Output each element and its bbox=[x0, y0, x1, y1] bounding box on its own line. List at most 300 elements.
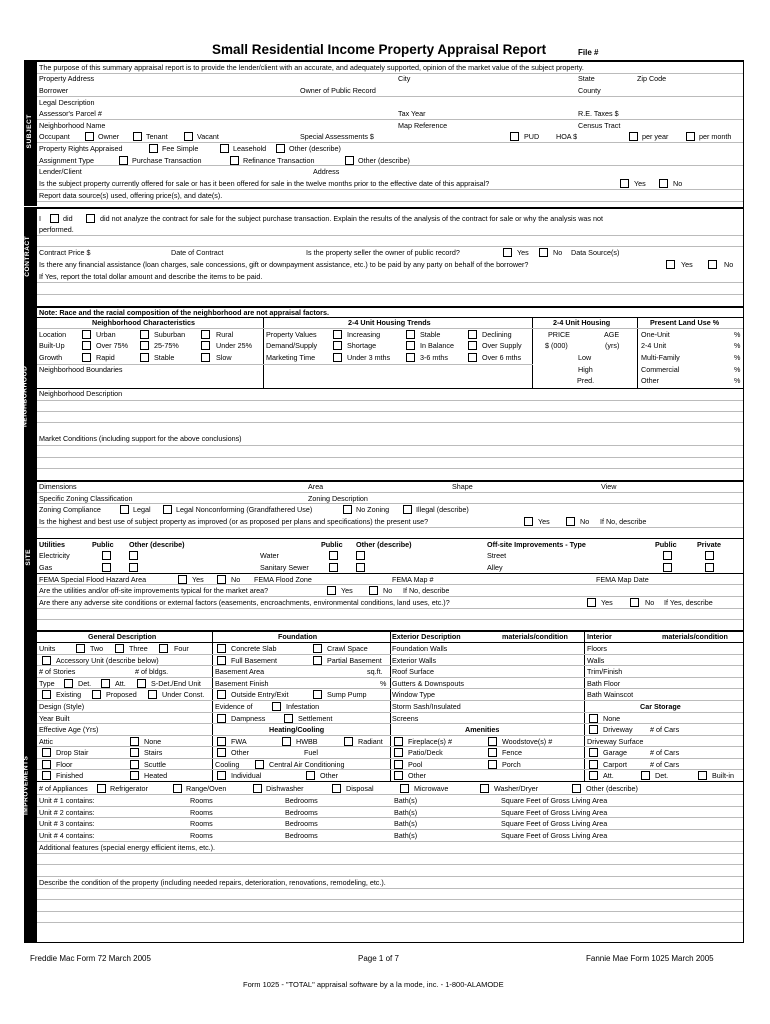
units-two-label: Two bbox=[90, 644, 104, 653]
census-tract-field[interactable]: Census Tract bbox=[578, 121, 621, 130]
type-sdet-checkbox[interactable] bbox=[137, 679, 146, 688]
hwbb-label: HWBB bbox=[296, 737, 318, 746]
fireplace-checkbox[interactable] bbox=[394, 737, 403, 746]
rule bbox=[37, 527, 743, 528]
gas-label: Gas bbox=[39, 563, 53, 572]
rule bbox=[37, 876, 743, 877]
floors-field[interactable]: Floors bbox=[587, 644, 607, 653]
fwa-checkbox[interactable] bbox=[217, 737, 226, 746]
neighborhood-description-field[interactable]: Neighborhood Description bbox=[39, 389, 123, 398]
window-type-field[interactable]: Window Type bbox=[392, 690, 436, 699]
amenities-other-checkbox[interactable] bbox=[394, 771, 403, 780]
units-three-checkbox[interactable] bbox=[115, 644, 124, 653]
fence-checkbox[interactable] bbox=[488, 748, 497, 757]
proposed-checkbox[interactable] bbox=[92, 690, 101, 699]
section-rule bbox=[24, 207, 744, 209]
cooling-other-checkbox[interactable] bbox=[306, 771, 315, 780]
offsite-improvements-heading: Off-site Improvements - Type bbox=[487, 540, 586, 549]
alley-public-checkbox[interactable] bbox=[663, 563, 672, 572]
pud-label: PUD bbox=[524, 132, 540, 141]
patio-deck-checkbox[interactable] bbox=[394, 748, 403, 757]
rural-label: Rural bbox=[216, 330, 234, 339]
attic-floor-checkbox[interactable] bbox=[42, 760, 51, 769]
under-3-checkbox[interactable] bbox=[333, 353, 342, 362]
alley-private-checkbox[interactable] bbox=[705, 563, 714, 572]
pool-label: Pool bbox=[408, 760, 423, 769]
condition-field[interactable]: Describe the condition of the property (including needed repairs, deterioration, renovations, remodeling, etc.). bbox=[39, 878, 386, 887]
flood-zone-field[interactable]: FEMA Flood Zone bbox=[254, 575, 312, 584]
rule bbox=[37, 400, 743, 401]
over-supply-checkbox[interactable] bbox=[468, 341, 477, 350]
location-label: Location bbox=[39, 330, 67, 339]
scuttle-checkbox[interactable] bbox=[130, 760, 139, 769]
rule bbox=[37, 688, 743, 689]
dishwasher-checkbox[interactable] bbox=[253, 784, 262, 793]
gutters-field[interactable]: Gutters & Downspouts bbox=[392, 679, 464, 688]
race-note: Note: Race and the racial composition of the neighborhood are not appraisal factors. bbox=[39, 308, 329, 317]
radiant-checkbox[interactable] bbox=[344, 737, 353, 746]
assistance-no-checkbox[interactable] bbox=[708, 260, 717, 269]
heating-other-label: Other bbox=[231, 748, 249, 757]
in-balance-checkbox[interactable] bbox=[406, 341, 415, 350]
units-two-checkbox[interactable] bbox=[76, 644, 85, 653]
refrigerator-checkbox[interactable] bbox=[97, 784, 106, 793]
rule bbox=[37, 746, 743, 747]
flood-no-checkbox[interactable] bbox=[217, 575, 226, 584]
garage-cars-field[interactable]: # of Cars bbox=[650, 748, 680, 757]
data-source-field[interactable]: Data Source(s) bbox=[571, 248, 620, 257]
rule bbox=[37, 758, 743, 759]
improvements-section-label: IMPROVEMENTS bbox=[22, 755, 30, 816]
disposal-checkbox[interactable] bbox=[332, 784, 341, 793]
shortage-label: Shortage bbox=[347, 341, 377, 350]
effective-age-field[interactable]: Effective Age (Yrs) bbox=[39, 725, 99, 734]
form-title: Small Residential Income Property Appraisal Report bbox=[212, 42, 547, 57]
rule bbox=[37, 665, 743, 666]
unit-4-bedrooms[interactable]: Bedrooms bbox=[285, 831, 318, 840]
offered-no-checkbox[interactable] bbox=[659, 179, 668, 188]
rule bbox=[37, 781, 743, 782]
microwave-checkbox[interactable] bbox=[400, 784, 409, 793]
demand-supply-label: Demand/Supply bbox=[266, 341, 318, 350]
interior-materials-heading: materials/condition bbox=[662, 632, 728, 641]
sump-pump-checkbox[interactable] bbox=[313, 690, 322, 699]
adverse-if-yes-label: If Yes, describe bbox=[664, 598, 713, 607]
accessory-unit-checkbox[interactable] bbox=[42, 656, 51, 665]
pud-checkbox[interactable] bbox=[510, 132, 519, 141]
urban-checkbox[interactable] bbox=[82, 330, 91, 339]
patio-deck-label: Patio/Deck bbox=[408, 748, 443, 757]
design-style-field[interactable]: Design (Style) bbox=[39, 702, 85, 711]
settlement-checkbox[interactable] bbox=[284, 714, 293, 723]
built-in-checkbox[interactable] bbox=[698, 771, 707, 780]
unit-2-bedrooms[interactable]: Bedrooms bbox=[285, 808, 318, 817]
purpose-text: The purpose of this summary appraisal report is to provide the lender/client with an accurate, and adequately supported, opinion of the market value of the subject property. bbox=[39, 63, 584, 72]
unit-2-sqft[interactable]: Square Feet of Gross Living Area bbox=[501, 808, 608, 817]
offered-yes-checkbox[interactable] bbox=[620, 179, 629, 188]
additional-features-field[interactable]: Additional features (special energy efficient items, etc.). bbox=[39, 843, 216, 852]
zip-field[interactable]: Zip Code bbox=[637, 74, 667, 83]
hwbb-checkbox[interactable] bbox=[282, 737, 291, 746]
rights-other-label: Other (describe) bbox=[289, 144, 341, 153]
owner-public-record-field[interactable]: Owner of Public Record bbox=[300, 86, 376, 95]
per-year-label: per year bbox=[642, 132, 669, 141]
amenities-heading: Amenities bbox=[465, 725, 500, 734]
fee-simple-checkbox[interactable] bbox=[149, 144, 158, 153]
driveway-checkbox[interactable] bbox=[589, 725, 598, 734]
tax-year-field[interactable]: Tax Year bbox=[398, 109, 426, 118]
re-taxes-field[interactable]: R.E. Taxes $ bbox=[578, 109, 619, 118]
adverse-yes-checkbox[interactable] bbox=[587, 598, 596, 607]
public-heading-3: Public bbox=[655, 540, 677, 549]
assistance-yes-checkbox[interactable] bbox=[666, 260, 675, 269]
footer-software-credit: Form 1025 - "TOTAL" appraisal software by a la mode, inc. - 1-800-ALAMODE bbox=[243, 980, 504, 989]
rule bbox=[37, 294, 743, 295]
values-stable-checkbox[interactable] bbox=[406, 330, 415, 339]
attic-none-checkbox[interactable] bbox=[130, 737, 139, 746]
zoning-classification-field[interactable]: Specific Zoning Classification bbox=[39, 494, 133, 503]
tenant-option-label: Tenant bbox=[146, 132, 168, 141]
heating-other-checkbox[interactable] bbox=[217, 748, 226, 757]
basement-area-field[interactable]: Basement Area bbox=[215, 667, 265, 676]
rule bbox=[37, 96, 743, 97]
rapid-checkbox[interactable] bbox=[82, 353, 91, 362]
rule bbox=[37, 388, 743, 389]
vacant-checkbox[interactable] bbox=[184, 132, 193, 141]
refrigerator-label: Refrigerator bbox=[110, 784, 148, 793]
existing-checkbox[interactable] bbox=[42, 690, 51, 699]
market-conditions-field[interactable]: Market Conditions (including support for the above conclusions) bbox=[39, 434, 242, 443]
rule bbox=[37, 642, 743, 643]
contract-price-field[interactable]: Contract Price $ bbox=[39, 248, 91, 257]
legal-nonconforming-checkbox[interactable] bbox=[163, 505, 172, 514]
hoa-field[interactable]: HOA $ bbox=[556, 132, 578, 141]
did-checkbox[interactable] bbox=[50, 214, 59, 223]
type-att-checkbox[interactable] bbox=[101, 679, 110, 688]
rule bbox=[37, 853, 743, 854]
bottom-rule bbox=[24, 942, 744, 943]
did-not-checkbox[interactable] bbox=[86, 214, 95, 223]
detached-checkbox[interactable] bbox=[641, 771, 650, 780]
over-75-label: Over 75% bbox=[96, 341, 128, 350]
attached-checkbox[interactable] bbox=[589, 771, 598, 780]
water-label: Water bbox=[260, 551, 279, 560]
scuttle-label: Scuttle bbox=[144, 760, 166, 769]
under-25-checkbox[interactable] bbox=[201, 341, 210, 350]
age-heading: AGE bbox=[604, 330, 620, 339]
attic-heated-label: Heated bbox=[144, 771, 168, 780]
rule bbox=[37, 677, 743, 678]
rule bbox=[37, 608, 743, 609]
rule bbox=[37, 841, 743, 842]
over-75-checkbox[interactable] bbox=[82, 341, 91, 350]
bath-floor-field[interactable]: Bath Floor bbox=[587, 679, 621, 688]
foundation-walls-field[interactable]: Foundation Walls bbox=[392, 644, 448, 653]
city-field[interactable]: City bbox=[398, 74, 411, 83]
drop-stair-label: Drop Stair bbox=[56, 748, 89, 757]
bldgs-field[interactable]: # of bldgs. bbox=[135, 667, 169, 676]
neighborhood-name-field[interactable]: Neighborhood Name bbox=[39, 121, 106, 130]
roof-surface-field[interactable]: Roof Surface bbox=[392, 667, 434, 676]
refinance-label: Refinance Transaction bbox=[243, 156, 315, 165]
25-75-checkbox[interactable] bbox=[140, 341, 149, 350]
assignment-type-label: Assignment Type bbox=[39, 156, 95, 165]
state-field[interactable]: State bbox=[578, 74, 595, 83]
type-sdet-label: S-Det./End Unit bbox=[151, 679, 201, 688]
carport-cars-field[interactable]: # of Cars bbox=[650, 760, 680, 769]
unit-3-rooms[interactable]: Rooms bbox=[190, 819, 213, 828]
units-four-checkbox[interactable] bbox=[159, 644, 168, 653]
rule bbox=[37, 735, 743, 736]
view-field[interactable]: View bbox=[601, 482, 617, 491]
over-6-checkbox[interactable] bbox=[468, 353, 477, 362]
partial-basement-label: Partial Basement bbox=[327, 656, 382, 665]
offered-question: Is the subject property currently offered for sale or has it been offered for sale in the twelve months prior to the effective date of this appraisal? bbox=[39, 179, 490, 188]
year-built-field[interactable]: Year Built bbox=[39, 714, 70, 723]
pct-sign: % bbox=[734, 330, 741, 339]
hbu-no-checkbox[interactable] bbox=[566, 517, 575, 526]
lender-client-field[interactable]: Lender/Client bbox=[39, 167, 82, 176]
zoning-description-field[interactable]: Zoning Description bbox=[308, 494, 368, 503]
central-air-checkbox[interactable] bbox=[255, 760, 264, 769]
partial-basement-checkbox[interactable] bbox=[313, 656, 322, 665]
unit-2-rooms[interactable]: Rooms bbox=[190, 808, 213, 817]
illegal-checkbox[interactable] bbox=[403, 505, 412, 514]
driveway-cars-field[interactable]: # of Cars bbox=[650, 725, 680, 734]
rule bbox=[37, 73, 743, 74]
washer-dryer-checkbox[interactable] bbox=[480, 784, 489, 793]
range-oven-checkbox[interactable] bbox=[173, 784, 182, 793]
owner-checkbox[interactable] bbox=[85, 132, 94, 141]
25-75-label: 25-75% bbox=[154, 341, 179, 350]
growth-label: Growth bbox=[39, 353, 63, 362]
rule bbox=[37, 769, 743, 770]
unit-2-baths[interactable]: Bath(s) bbox=[394, 808, 418, 817]
sewer-other-checkbox[interactable] bbox=[356, 563, 365, 572]
fence-label: Fence bbox=[502, 748, 522, 757]
storm-sash-field[interactable]: Storm Sash/Insulated bbox=[392, 702, 461, 711]
rule bbox=[37, 700, 743, 701]
property-values-label: Property Values bbox=[266, 330, 317, 339]
pred-label: Pred. bbox=[577, 376, 595, 385]
highest-best-use-question: Is the highest and best use of subject property as improved (or as proposed per plans and specifications) the present use? bbox=[39, 517, 429, 526]
attic-finished-checkbox[interactable] bbox=[42, 771, 51, 780]
walls-field[interactable]: Walls bbox=[587, 656, 605, 665]
built-up-label: Built-Up bbox=[39, 341, 65, 350]
screens-field[interactable]: Screens bbox=[392, 714, 419, 723]
individual-checkbox[interactable] bbox=[217, 771, 226, 780]
rights-other-checkbox[interactable] bbox=[276, 144, 285, 153]
unit-1-baths[interactable]: Bath(s) bbox=[394, 796, 418, 805]
disposal-label: Disposal bbox=[346, 784, 374, 793]
seller-owner-yes-checkbox[interactable] bbox=[503, 248, 512, 257]
appliance-other-checkbox[interactable] bbox=[572, 784, 581, 793]
interior-heading: Interior bbox=[587, 632, 612, 641]
basement-finish-field[interactable]: Basement Finish bbox=[215, 679, 269, 688]
cooling-label: Cooling bbox=[215, 760, 240, 769]
unit-4-label: Unit # 4 contains: bbox=[39, 831, 95, 840]
under-construction-checkbox[interactable] bbox=[148, 690, 157, 699]
unit-1-sqft[interactable]: Square Feet of Gross Living Area bbox=[501, 796, 608, 805]
assignment-other-label: Other (describe) bbox=[358, 156, 410, 165]
fuel-field[interactable]: Fuel bbox=[304, 748, 318, 757]
unit-3-baths[interactable]: Bath(s) bbox=[394, 819, 418, 828]
pool-checkbox[interactable] bbox=[394, 760, 403, 769]
price-000-label: $ (000) bbox=[545, 341, 568, 350]
purchase-checkbox[interactable] bbox=[119, 156, 128, 165]
garage-checkbox[interactable] bbox=[589, 748, 598, 757]
unit-3-bedrooms[interactable]: Bedrooms bbox=[285, 819, 318, 828]
tenant-checkbox[interactable] bbox=[133, 132, 142, 141]
electricity-other-checkbox[interactable] bbox=[129, 551, 138, 560]
hbu-yes-checkbox[interactable] bbox=[524, 517, 533, 526]
growth-stable-checkbox[interactable] bbox=[140, 353, 149, 362]
property-address-field[interactable]: Property Address bbox=[39, 74, 95, 83]
outside-entry-label: Outside Entry/Exit bbox=[231, 690, 289, 699]
street-field[interactable]: Street bbox=[487, 551, 507, 560]
occupant-label: Occupant bbox=[39, 132, 70, 141]
zoning-legal-checkbox[interactable] bbox=[120, 505, 129, 514]
rule bbox=[37, 654, 743, 655]
rule bbox=[37, 888, 743, 889]
rule bbox=[37, 712, 743, 713]
increasing-checkbox[interactable] bbox=[333, 330, 342, 339]
public-heading: Public bbox=[92, 540, 114, 549]
water-public-checkbox[interactable] bbox=[329, 551, 338, 560]
sewer-public-checkbox[interactable] bbox=[329, 563, 338, 572]
lender-address-field[interactable]: Address bbox=[313, 167, 340, 176]
county-field[interactable]: County bbox=[578, 86, 601, 95]
seller-owner-question: Is the property seller the owner of public record? bbox=[306, 248, 460, 257]
other-describe-heading-2: Other (describe) bbox=[356, 540, 412, 549]
woodstove-checkbox[interactable] bbox=[488, 737, 497, 746]
rule bbox=[37, 573, 743, 574]
shortage-checkbox[interactable] bbox=[333, 341, 342, 350]
boundaries-field[interactable]: Neighborhood Boundaries bbox=[39, 365, 123, 374]
unit-4-sqft[interactable]: Square Feet of Gross Living Area bbox=[501, 831, 608, 840]
exterior-walls-field[interactable]: Exterior Walls bbox=[392, 656, 437, 665]
parcel-field[interactable]: Assessor's Parcel # bbox=[39, 109, 102, 118]
rule bbox=[37, 317, 743, 318]
slow-checkbox[interactable] bbox=[201, 353, 210, 362]
drop-stair-checkbox[interactable] bbox=[42, 748, 51, 757]
rule bbox=[37, 864, 743, 865]
per-month-checkbox[interactable] bbox=[686, 132, 695, 141]
shape-field[interactable]: Shape bbox=[452, 482, 473, 491]
typical-yes-checkbox[interactable] bbox=[327, 586, 336, 595]
settlement-label: Settlement bbox=[298, 714, 333, 723]
driveway-surface-field[interactable]: Driveway Surface bbox=[587, 737, 644, 746]
fema-map-date-field[interactable]: FEMA Map Date bbox=[596, 575, 649, 584]
stairs-checkbox[interactable] bbox=[130, 748, 139, 757]
unit-3-label: Unit # 3 contains: bbox=[39, 819, 95, 828]
pct-sign: % bbox=[734, 376, 741, 385]
central-air-label: Central Air Conditioning bbox=[269, 760, 345, 769]
under-construction-label: Under Const. bbox=[162, 690, 205, 699]
detached-label: Det. bbox=[655, 771, 669, 780]
alley-field[interactable]: Alley bbox=[487, 563, 503, 572]
borrower-field[interactable]: Borrower bbox=[39, 86, 69, 95]
water-other-checkbox[interactable] bbox=[356, 551, 365, 560]
attic-heated-checkbox[interactable] bbox=[130, 771, 139, 780]
trim-finish-field[interactable]: Trim/Finish bbox=[587, 667, 623, 676]
area-field[interactable]: Area bbox=[308, 482, 324, 491]
adverse-no-checkbox[interactable] bbox=[630, 598, 639, 607]
declining-checkbox[interactable] bbox=[468, 330, 477, 339]
legal-nonconforming-label: Legal Nonconforming (Grandfathered Use) bbox=[176, 505, 313, 514]
unit-1-bedrooms[interactable]: Bedrooms bbox=[285, 796, 318, 805]
concrete-slab-checkbox[interactable] bbox=[217, 644, 226, 653]
appliances-label: # of Appliances bbox=[39, 784, 88, 793]
fema-map-field[interactable]: FEMA Map # bbox=[392, 575, 434, 584]
assignment-other-checkbox[interactable] bbox=[345, 156, 354, 165]
typical-no-checkbox[interactable] bbox=[369, 586, 378, 595]
flood-yes-checkbox[interactable] bbox=[178, 575, 187, 584]
dimensions-field[interactable]: Dimensions bbox=[39, 482, 77, 491]
3-6-checkbox[interactable] bbox=[406, 353, 415, 362]
gas-other-checkbox[interactable] bbox=[129, 563, 138, 572]
foundation-heading: Foundation bbox=[278, 632, 318, 641]
type-det-checkbox[interactable] bbox=[64, 679, 73, 688]
leasehold-checkbox[interactable] bbox=[220, 144, 229, 153]
rule bbox=[37, 503, 743, 504]
map-reference-field[interactable]: Map Reference bbox=[398, 121, 448, 130]
rule bbox=[37, 445, 743, 446]
under-25-label: Under 25% bbox=[216, 341, 252, 350]
crawl-space-checkbox[interactable] bbox=[313, 644, 322, 653]
full-basement-checkbox[interactable] bbox=[217, 656, 226, 665]
street-public-checkbox[interactable] bbox=[663, 551, 672, 560]
unit-3-sqft[interactable]: Square Feet of Gross Living Area bbox=[501, 819, 608, 828]
rural-checkbox[interactable] bbox=[201, 330, 210, 339]
electricity-public-checkbox[interactable] bbox=[102, 551, 111, 560]
did-label: did bbox=[63, 214, 73, 223]
report-data-source-field[interactable]: Report data source(s) used, offering price(s), and date(s). bbox=[39, 191, 223, 200]
no-zoning-checkbox[interactable] bbox=[343, 505, 352, 514]
legal-description-field[interactable]: Legal Description bbox=[39, 98, 95, 107]
assistance-no-label: No bbox=[724, 260, 734, 269]
unit-1-rooms[interactable]: Rooms bbox=[190, 796, 213, 805]
stories-field[interactable]: # of Stories bbox=[39, 667, 76, 676]
unit-4-rooms[interactable]: Rooms bbox=[190, 831, 213, 840]
bath-wainscot-field[interactable]: Bath Wainscot bbox=[587, 690, 634, 699]
infestation-checkbox[interactable] bbox=[272, 702, 281, 711]
offered-yes-label: Yes bbox=[634, 179, 646, 188]
refinance-checkbox[interactable] bbox=[230, 156, 239, 165]
individual-label: Individual bbox=[231, 771, 262, 780]
performed-text: performed. bbox=[39, 225, 74, 234]
suburban-checkbox[interactable] bbox=[140, 330, 149, 339]
outside-entry-checkbox[interactable] bbox=[217, 690, 226, 699]
housing-trends-heading: 2-4 Unit Housing Trends bbox=[348, 318, 431, 327]
carport-checkbox[interactable] bbox=[589, 760, 598, 769]
per-year-checkbox[interactable] bbox=[629, 132, 638, 141]
rule bbox=[37, 364, 533, 365]
special-assessments-field[interactable]: Special Assessments $ bbox=[300, 132, 374, 141]
street-private-checkbox[interactable] bbox=[705, 551, 714, 560]
dampness-checkbox[interactable] bbox=[217, 714, 226, 723]
unit-4-baths[interactable]: Bath(s) bbox=[394, 831, 418, 840]
gas-public-checkbox[interactable] bbox=[102, 563, 111, 572]
seller-owner-no-checkbox[interactable] bbox=[539, 248, 548, 257]
crawl-space-label: Crawl Space bbox=[327, 644, 368, 653]
infestation-label: Infestation bbox=[286, 702, 320, 711]
porch-checkbox[interactable] bbox=[488, 760, 497, 769]
car-none-checkbox[interactable] bbox=[589, 714, 598, 723]
contract-date-field[interactable]: Date of Contract bbox=[171, 248, 224, 257]
rule bbox=[37, 806, 743, 807]
attached-label: Att. bbox=[603, 771, 614, 780]
